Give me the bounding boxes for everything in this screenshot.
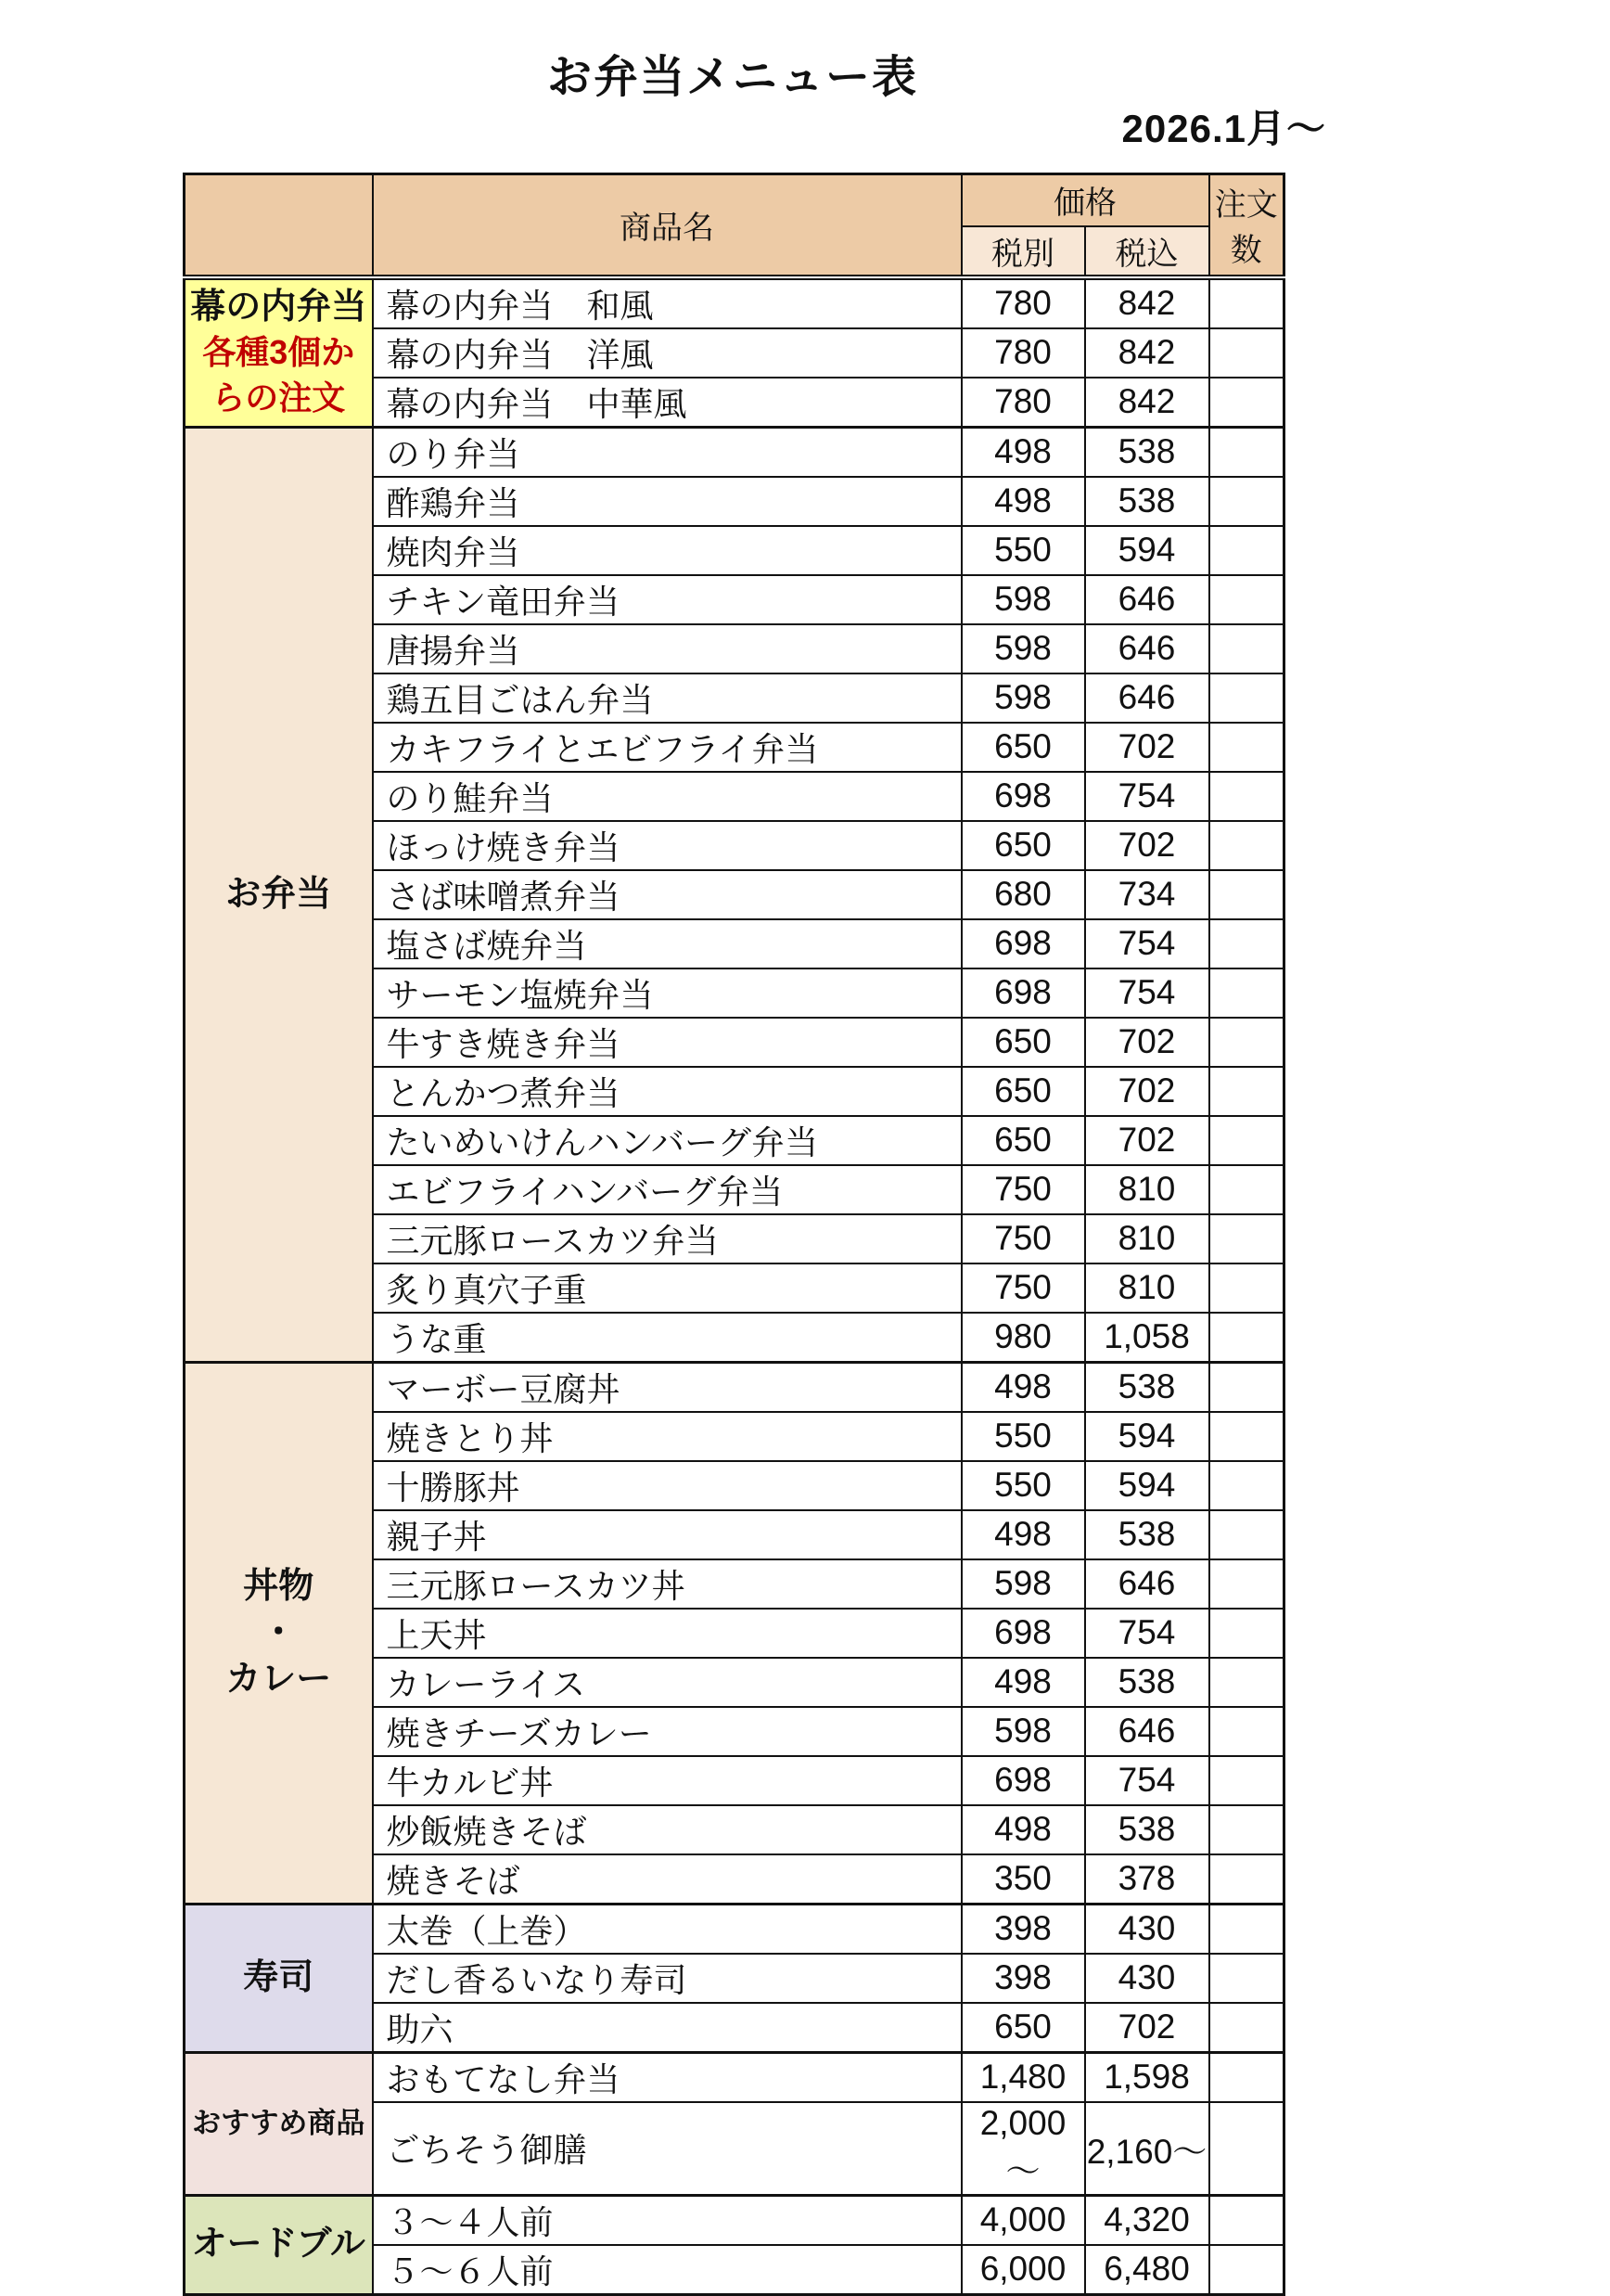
product-name-cell: 焼肉弁当: [373, 526, 962, 575]
product-name-cell: 親子丼: [373, 1510, 962, 1559]
menu-row: [185, 2195, 1284, 2245]
price-tax-excluded-cell: 698: [962, 1609, 1085, 1658]
price-tax-excluded-cell: 498: [962, 1362, 1085, 1412]
price-tax-excluded-cell: 550: [962, 526, 1085, 575]
menu-row: [185, 1362, 1284, 1412]
price-tax-excluded-cell: 398: [962, 1904, 1085, 1954]
order-count-cell[interactable]: [1209, 427, 1284, 477]
menu-row: [185, 1904, 1284, 1954]
price-tax-excluded-cell: 598: [962, 1707, 1085, 1756]
product-name-cell: さば味噌煮弁当: [373, 870, 962, 919]
order-count-cell[interactable]: [1209, 1854, 1284, 1905]
tax-included-header: 税込: [1085, 226, 1209, 277]
price-tax-excluded-cell: 2,000～: [962, 2102, 1085, 2196]
price-tax-excluded-cell: 750: [962, 1263, 1085, 1313]
order-count-cell[interactable]: [1209, 919, 1284, 968]
category-label: ・: [261, 1612, 297, 1652]
price-tax-included-cell: 1,598: [1085, 2052, 1209, 2102]
price-tax-included-cell: 646: [1085, 575, 1209, 624]
price-tax-included-cell: 810: [1085, 1263, 1209, 1313]
order-count-cell[interactable]: [1209, 328, 1284, 378]
price-tax-excluded-cell: 698: [962, 1756, 1085, 1805]
price-tax-excluded-cell: 6,000: [962, 2245, 1085, 2295]
order-count-cell[interactable]: [1209, 1461, 1284, 1510]
price-tax-included-cell: 754: [1085, 968, 1209, 1018]
menu-section-3: [185, 1904, 1284, 2052]
price-tax-included-cell: 594: [1085, 1461, 1209, 1510]
menu-section-5: [185, 2195, 1284, 2294]
price-tax-included-cell: 4,320: [1085, 2195, 1209, 2245]
product-name-cell: おもてなし弁当: [373, 2052, 962, 2102]
price-tax-excluded-cell: 550: [962, 1461, 1085, 1510]
category-label: 丼物: [243, 1566, 314, 1606]
product-name-cell: だし香るいなり寿司: [373, 1954, 962, 2003]
price-tax-excluded-cell: 780: [962, 277, 1085, 328]
price-tax-excluded-cell: 550: [962, 1412, 1085, 1461]
price-tax-included-cell: 646: [1085, 673, 1209, 723]
price-tax-included-cell: 538: [1085, 1805, 1209, 1854]
product-name-cell: 上天丼: [373, 1609, 962, 1658]
product-name-cell: 焼きそば: [373, 1854, 962, 1905]
category-label: お弁当: [225, 874, 332, 914]
price-tax-excluded-cell: 598: [962, 624, 1085, 673]
bento-menu-table: [183, 173, 1285, 2296]
product-name-cell: 幕の内弁当 中華風: [373, 378, 962, 428]
product-name-cell: 鶏五目ごはん弁当: [373, 673, 962, 723]
order-count-cell[interactable]: [1209, 1805, 1284, 1854]
menu-section-0: [185, 277, 1284, 428]
order-count-cell[interactable]: [1209, 723, 1284, 772]
product-name-cell: 唐揚弁当: [373, 624, 962, 673]
price-tax-excluded-cell: 698: [962, 919, 1085, 968]
category-cell: [185, 277, 373, 428]
product-column-header: 商品名: [373, 174, 962, 277]
order-count-cell[interactable]: [1209, 673, 1284, 723]
product-name-cell: 三元豚ロースカツ丼: [373, 1559, 962, 1609]
price-tax-excluded-cell: 398: [962, 1954, 1085, 2003]
product-name-cell: 牛カルビ丼: [373, 1756, 962, 1805]
price-tax-included-cell: 842: [1085, 378, 1209, 428]
category-label: 寿司: [243, 1957, 314, 1997]
order-count-cell[interactable]: [1209, 1954, 1284, 2003]
order-count-cell[interactable]: [1209, 1707, 1284, 1756]
order-count-cell[interactable]: [1209, 1116, 1284, 1165]
order-count-cell[interactable]: [1209, 1510, 1284, 1559]
order-count-cell[interactable]: [1209, 1362, 1284, 1412]
price-tax-included-cell: 646: [1085, 1559, 1209, 1609]
price-tax-excluded-cell: 650: [962, 723, 1085, 772]
order-count-cell[interactable]: [1209, 772, 1284, 821]
price-tax-excluded-cell: 650: [962, 821, 1085, 870]
corner-header-cell: [185, 174, 373, 277]
price-tax-included-cell: 842: [1085, 277, 1209, 328]
product-name-cell: ５～６人前: [373, 2245, 962, 2295]
category-cell: [185, 427, 373, 1362]
category-cell: [185, 2195, 373, 2294]
price-tax-included-cell: 702: [1085, 821, 1209, 870]
product-name-cell: ３～４人前: [373, 2195, 962, 2245]
category-label: カレー: [225, 1660, 332, 1700]
menu-section-2: [185, 1362, 1284, 1904]
order-count-cell[interactable]: [1209, 378, 1284, 428]
product-name-cell: 塩さば焼弁当: [373, 919, 962, 968]
price-tax-included-cell: 702: [1085, 723, 1209, 772]
price-tax-excluded-cell: 598: [962, 673, 1085, 723]
category-note: 各種3個からの注文: [202, 333, 355, 417]
order-count-cell[interactable]: [1209, 968, 1284, 1018]
date-note: 2026.1月～: [1121, 107, 1326, 150]
order-count-cell[interactable]: [1209, 1313, 1284, 1363]
price-tax-excluded-cell: 498: [962, 477, 1085, 526]
order-count-cell[interactable]: [1209, 1658, 1284, 1707]
product-name-cell: チキン竜田弁当: [373, 575, 962, 624]
price-tax-excluded-cell: 750: [962, 1165, 1085, 1214]
order-count-cell[interactable]: [1209, 1756, 1284, 1805]
price-tax-excluded-cell: 650: [962, 1116, 1085, 1165]
price-tax-included-cell: 702: [1085, 1116, 1209, 1165]
order-count-cell[interactable]: [1209, 2195, 1284, 2245]
order-count-header: 注文数: [1209, 174, 1284, 277]
order-count-cell[interactable]: [1209, 575, 1284, 624]
price-tax-included-cell: 6,480: [1085, 2245, 1209, 2295]
price-tax-included-cell: 538: [1085, 427, 1209, 477]
price-tax-included-cell: 378: [1085, 1854, 1209, 1905]
table-header: [185, 174, 1284, 277]
product-name-cell: サーモン塩焼弁当: [373, 968, 962, 1018]
price-tax-included-cell: 646: [1085, 1707, 1209, 1756]
product-name-cell: のり鮭弁当: [373, 772, 962, 821]
price-tax-excluded-cell: 698: [962, 772, 1085, 821]
product-name-cell: 三元豚ロースカツ弁当: [373, 1214, 962, 1263]
price-tax-excluded-cell: 750: [962, 1214, 1085, 1263]
price-tax-included-cell: 754: [1085, 772, 1209, 821]
price-tax-included-cell: 2,160～: [1085, 2102, 1209, 2196]
price-tax-excluded-cell: 498: [962, 1510, 1085, 1559]
product-name-cell: カキフライとエビフライ弁当: [373, 723, 962, 772]
order-count-cell[interactable]: [1209, 1263, 1284, 1313]
product-name-cell: 焼きとり丼: [373, 1412, 962, 1461]
price-tax-included-cell: 702: [1085, 1067, 1209, 1116]
tax-excluded-header: 税別: [962, 226, 1085, 277]
order-count-cell[interactable]: [1209, 1067, 1284, 1116]
order-count-cell[interactable]: [1209, 2003, 1284, 2053]
order-count-cell[interactable]: [1209, 526, 1284, 575]
product-name-cell: 十勝豚丼: [373, 1461, 962, 1510]
product-name-cell: 牛すき焼き弁当: [373, 1018, 962, 1067]
product-name-cell: 焼きチーズカレー: [373, 1707, 962, 1756]
order-count-cell[interactable]: [1209, 1559, 1284, 1609]
price-tax-excluded-cell: 598: [962, 1559, 1085, 1609]
product-name-cell: うな重: [373, 1313, 962, 1363]
product-name-cell: 太巻（上巻）: [373, 1904, 962, 1954]
price-tax-included-cell: 810: [1085, 1165, 1209, 1214]
menu-section-1: [185, 427, 1284, 1362]
order-count-cell[interactable]: [1209, 2245, 1284, 2295]
price-tax-excluded-cell: 498: [962, 1658, 1085, 1707]
price-tax-excluded-cell: 780: [962, 328, 1085, 378]
product-name-cell: 幕の内弁当 洋風: [373, 328, 962, 378]
category-cell: [185, 1362, 373, 1904]
price-tax-excluded-cell: 498: [962, 1805, 1085, 1854]
order-count-cell[interactable]: [1209, 2102, 1284, 2196]
price-tax-excluded-cell: 698: [962, 968, 1085, 1018]
product-name-cell: のり弁当: [373, 427, 962, 477]
price-tax-included-cell: 646: [1085, 624, 1209, 673]
category-label: 幕の内弁当: [190, 288, 367, 327]
product-name-cell: ごちそう御膳: [373, 2102, 962, 2196]
menu-row: [185, 277, 1284, 328]
product-name-cell: 炙り真穴子重: [373, 1263, 962, 1313]
price-tax-excluded-cell: 650: [962, 1067, 1085, 1116]
order-count-cell[interactable]: [1209, 1609, 1284, 1658]
price-tax-included-cell: 702: [1085, 1018, 1209, 1067]
price-tax-excluded-cell: 1,480: [962, 2052, 1085, 2102]
page-title: お弁当メニュー表: [546, 53, 918, 102]
price-tax-excluded-cell: 650: [962, 2003, 1085, 2053]
price-tax-included-cell: 430: [1085, 1904, 1209, 1954]
price-tax-included-cell: 538: [1085, 477, 1209, 526]
product-name-cell: 酢鶏弁当: [373, 477, 962, 526]
price-tax-included-cell: 754: [1085, 1756, 1209, 1805]
order-count-cell[interactable]: [1209, 2052, 1284, 2102]
price-tax-included-cell: 1,058: [1085, 1313, 1209, 1363]
product-name-cell: カレーライス: [373, 1658, 962, 1707]
price-tax-included-cell: 594: [1085, 526, 1209, 575]
category-label: おすすめ商品: [192, 2106, 365, 2139]
category-label: オードブル: [191, 2225, 365, 2264]
product-name-cell: ほっけ焼き弁当: [373, 821, 962, 870]
price-tax-included-cell: 538: [1085, 1362, 1209, 1412]
order-count-cell[interactable]: [1209, 477, 1284, 526]
product-name-cell: 助六: [373, 2003, 962, 2053]
order-count-cell[interactable]: [1209, 1904, 1284, 1954]
order-count-cell[interactable]: [1209, 277, 1284, 328]
product-name-cell: エビフライハンバーグ弁当: [373, 1165, 962, 1214]
price-tax-excluded-cell: 980: [962, 1313, 1085, 1363]
menu-section-4: [185, 2052, 1284, 2195]
product-name-cell: マーボー豆腐丼: [373, 1362, 962, 1412]
price-tax-included-cell: 702: [1085, 2003, 1209, 2053]
price-tax-included-cell: 810: [1085, 1214, 1209, 1263]
price-tax-excluded-cell: 598: [962, 575, 1085, 624]
price-tax-excluded-cell: 650: [962, 1018, 1085, 1067]
price-tax-included-cell: 754: [1085, 1609, 1209, 1658]
price-tax-included-cell: 594: [1085, 1412, 1209, 1461]
price-tax-excluded-cell: 680: [962, 870, 1085, 919]
order-count-cell[interactable]: [1209, 1018, 1284, 1067]
price-tax-included-cell: 538: [1085, 1510, 1209, 1559]
price-tax-excluded-cell: 780: [962, 378, 1085, 428]
price-tax-included-cell: 734: [1085, 870, 1209, 919]
product-name-cell: たいめいけんハンバーグ弁当: [373, 1116, 962, 1165]
product-name-cell: 炒飯焼きそば: [373, 1805, 962, 1854]
menu-row: [185, 2052, 1284, 2102]
order-count-cell[interactable]: [1209, 624, 1284, 673]
category-cell: [185, 2052, 373, 2195]
price-group-header: 価格: [962, 174, 1209, 226]
category-cell: [185, 1904, 373, 2052]
order-count-cell[interactable]: [1209, 870, 1284, 919]
order-count-cell[interactable]: [1209, 1412, 1284, 1461]
price-tax-excluded-cell: 4,000: [962, 2195, 1085, 2245]
price-tax-included-cell: 754: [1085, 919, 1209, 968]
product-name-cell: 幕の内弁当 和風: [373, 277, 962, 328]
price-tax-excluded-cell: 350: [962, 1854, 1085, 1905]
order-count-cell[interactable]: [1209, 821, 1284, 870]
price-tax-included-cell: 430: [1085, 1954, 1209, 2003]
order-count-cell[interactable]: [1209, 1214, 1284, 1263]
product-name-cell: とんかつ煮弁当: [373, 1067, 962, 1116]
price-tax-included-cell: 538: [1085, 1658, 1209, 1707]
price-tax-included-cell: 842: [1085, 328, 1209, 378]
order-count-cell[interactable]: [1209, 1165, 1284, 1214]
price-tax-excluded-cell: 498: [962, 427, 1085, 477]
menu-row: [185, 427, 1284, 477]
